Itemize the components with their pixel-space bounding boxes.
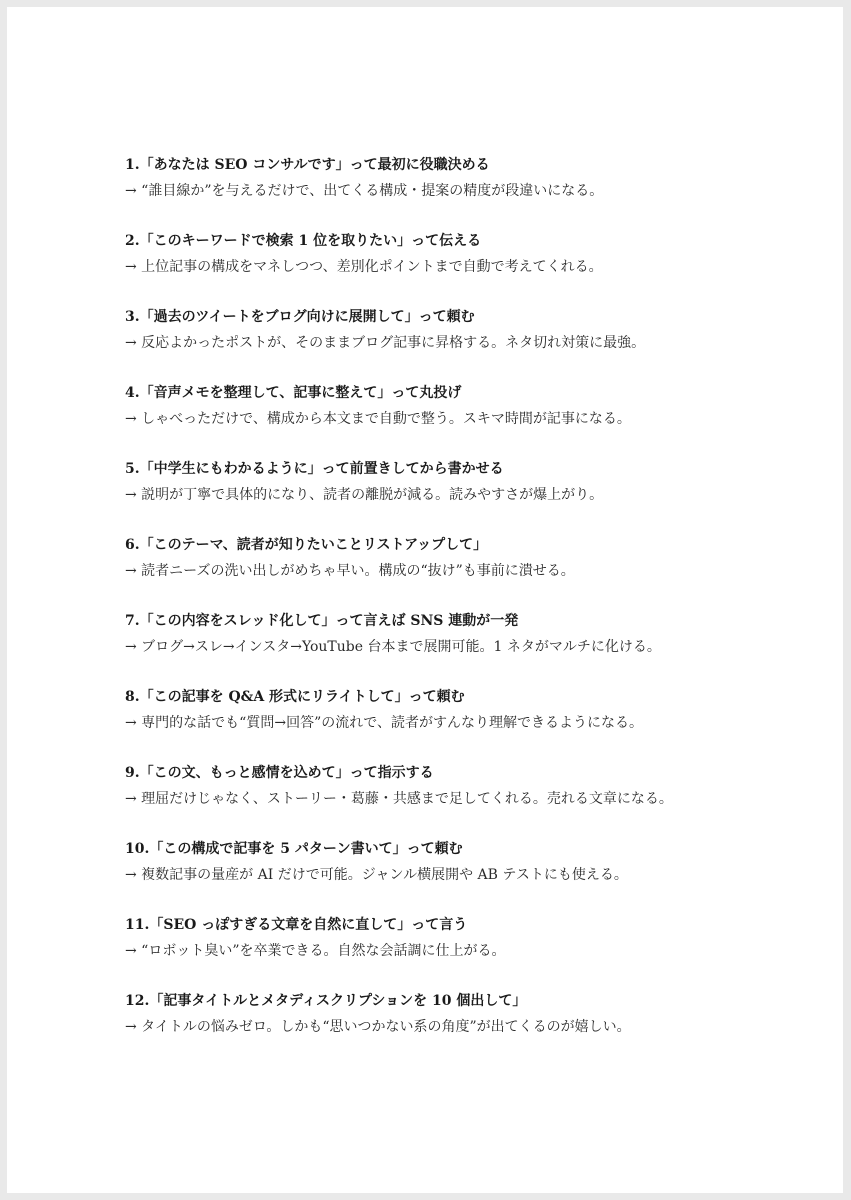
item-title: 4.「音声メモを整理して、記事に整えて」って丸投げ: [125, 385, 462, 401]
tips-list: [125, 150, 805, 1062]
list-item: [125, 530, 805, 606]
list-item: [125, 758, 805, 834]
item-title: 5.「中学生にもわかるように」って前置きしてから書かせる: [125, 461, 504, 477]
item-description: → 上位記事の構成をマネしつつ、差別化ポイントまで自動で考えてくれる。: [125, 259, 603, 275]
list-item: [125, 834, 805, 910]
list-item: [125, 682, 805, 758]
item-description: → 複数記事の量産が AI だけで可能。ジャンル横展開や AB テストにも使える。: [125, 867, 628, 883]
item-description: → “誰目線か”を与えるだけで、出てくる構成・提案の精度が段違いになる。: [125, 183, 604, 199]
item-title: 1.「あなたは SEO コンサルです」って最初に役職決める: [125, 157, 490, 173]
item-description: → タイトルの悩みゼロ。しかも“思いつかない系の角度”が出てくるのが嬉しい。: [125, 1019, 631, 1035]
item-title: 8.「この記事を Q&A 形式にリライトして」って頼む: [125, 689, 465, 705]
item-title: 12.「記事タイトルとメタディスクリプションを 10 個出して」: [125, 993, 527, 1009]
item-description: → 読者ニーズの洗い出しがめちゃ早い。構成の“抜け”も事前に潰せる。: [125, 563, 575, 579]
item-title: 3.「過去のツイートをブログ向けに展開して」って頼む: [125, 309, 475, 325]
item-title: 2.「このキーワードで検索 1 位を取りたい」って伝える: [125, 233, 482, 249]
list-item: [125, 302, 805, 378]
item-description: → “ロボット臭い”を卒業できる。自然な会話調に仕上がる。: [125, 943, 506, 959]
list-item: [125, 910, 805, 986]
item-description: → 反応よかったポストが、そのままブログ記事に昇格する。ネタ切れ対策に最強。: [125, 335, 646, 351]
item-description: → 理屈だけじゃなく、ストーリー・葛藤・共感まで足してくれる。売れる文章になる。: [125, 791, 673, 807]
item-description: → 説明が丁寧で具体的になり、読者の離脱が減る。読みやすさが爆上がり。: [125, 487, 604, 503]
list-item: [125, 378, 805, 454]
item-description: → ブログ→スレ→インスタ→YouTube 台本まで展開可能。1 ネタがマルチに化ける。: [125, 639, 661, 655]
item-title: 9.「この文、もっと感情を込めて」って指示する: [125, 765, 434, 781]
list-item: [125, 226, 805, 302]
item-description: → しゃべっただけで、構成から本文まで自動で整う。スキマ時間が記事になる。: [125, 411, 631, 427]
item-title: 11.「SEO っぽすぎる文章を自然に直して」って言う: [125, 917, 468, 933]
list-item: [125, 606, 805, 682]
item-title: 6.「このテーマ、読者が知りたいことリストアップして」: [125, 537, 488, 553]
document-page: [7, 7, 843, 1193]
item-title: 7.「この内容をスレッド化して」って言えば SNS 連動が一発: [125, 613, 519, 629]
list-item: [125, 986, 805, 1062]
item-description: → 専門的な話でも“質問→回答”の流れで、読者がすんなり理解できるようになる。: [125, 715, 643, 731]
list-item: [125, 454, 805, 530]
item-title: 10.「この構成で記事を 5 パターン書いて」って頼む: [125, 841, 463, 857]
list-item: [125, 150, 805, 226]
